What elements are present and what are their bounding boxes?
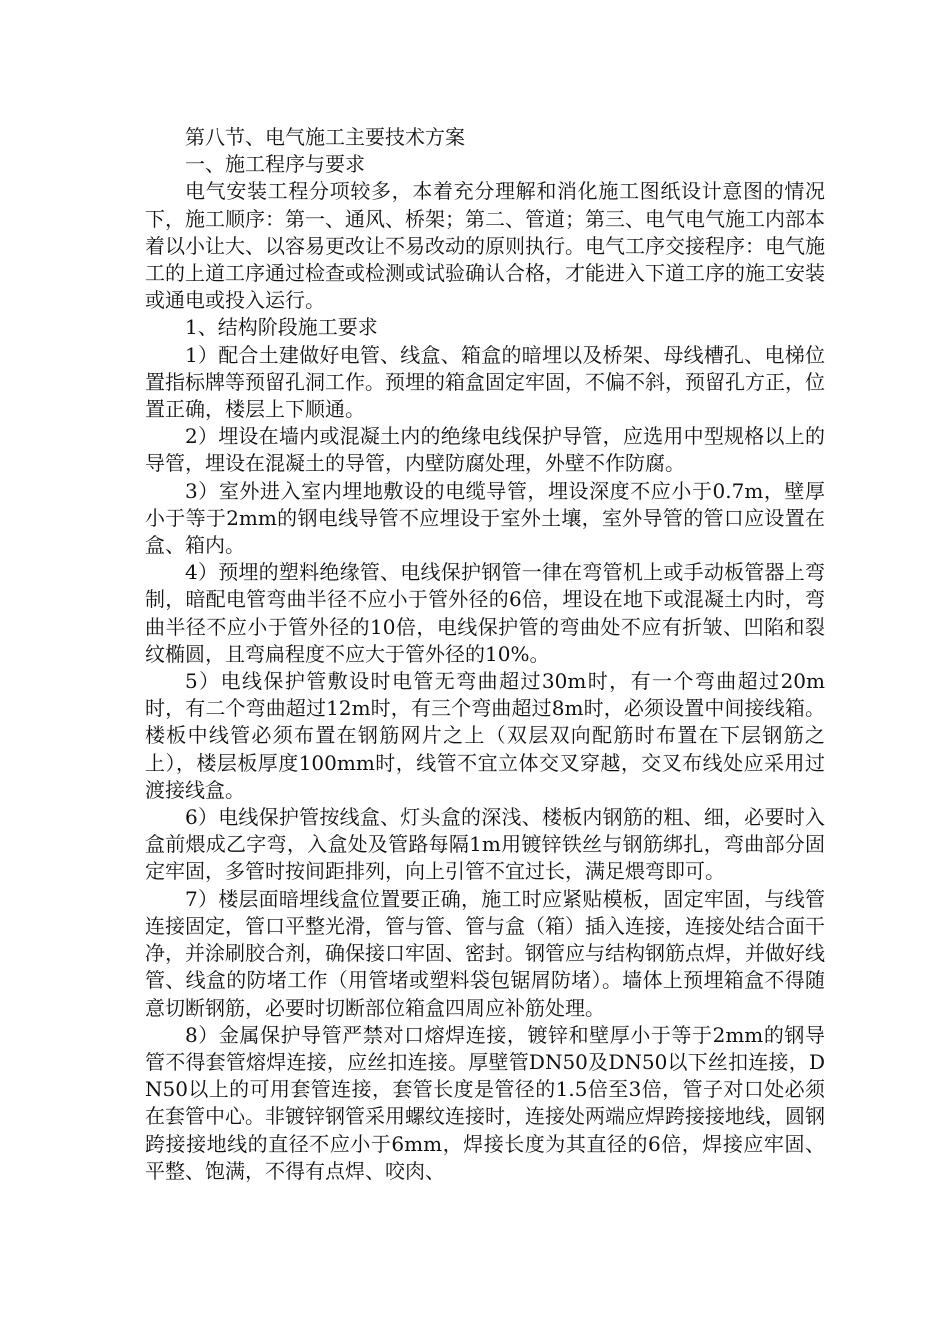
requirement-item-5: 5）电线保护管敷设时电管无弯曲超过30m时，有一个弯曲超过20m时，有二个弯曲超过12m时，有三个弯曲超过8m时，必须设置中间接线箱。楼板中线管必须布置在钢筋网片之上（双层双向配筋时布置在下层钢筋之上），楼层板厚度100mm时，线管不宜立体交叉穿越，交叉布线处应采用过渡接线盒。: [145, 669, 825, 802]
section-title: 第八节、电气施工主要技术方案: [185, 125, 465, 149]
structure-stage-heading: 1、结构阶段施工要求: [185, 315, 378, 340]
requirement-item-4: 4）预埋的塑料绝缘管、电线保护钢管一律在弯管机上或手动板管器上弯制，暗配电管弯曲半径不应小于管外径的6倍，埋设在地下或混凝土内时，弯曲半径不应小于管外径的10倍，电线保护管的弯曲处不应有折皱、凹陷和裂纹椭圆，且弯扁程度不应大于管外径的10%。: [145, 560, 825, 666]
intro-paragraph: 电气安装工程分项较多，本着充分理解和消化施工图纸设计意图的情况下，施工顺序：第一、通风、桥架；第二、管道；第三、电气电气施工内部本着以小让大、以容易更改让不易改动的原则执行。电气工序交接程序：电气施工的上道工序通过检查或检测或试验确认合格，才能进入下道工序的施工安装或通电或投入运行。: [145, 179, 825, 313]
requirement-item-6: 6）电线保护管按线盒、灯头盒的深浅、楼板内钢筋的粗、细，必要时入盒前煨成乙字弯，入盒处及管路每隔1m用镀锌铁丝与钢筋绑扎，弯曲部分固定牢固，多管时按间距排列，向上引管不宜过长，满足煨弯即可。: [145, 805, 825, 884]
requirement-item-8: 8）金属保护导管严禁对口熔焊连接，镀锌和壁厚小于等于2mm的钢导管不得套管熔焊连接，应丝扣连接。厚壁管DN50及DN50以下丝扣连接，DN50以上的可用套管连接，套管长度是管径的1.5倍至3倍，管子对口处必须在套管中心。非镀锌钢管采用螺纹连接时，连接处两端应焊跨接接地线，圆钢跨接接地线的直径不应小于6mm，焊接长度为其直径的6倍，焊接应牢固、平整、饱满，不得有点焊、咬肉、: [145, 1022, 825, 1183]
requirement-item-2: 2）埋设在墙内或混凝土内的绝缘电线保护导管，应选用中型规格以上的导管，埋设在混凝土的导管，内壁防腐处理，外壁不作防腐。: [145, 424, 825, 476]
requirement-item-3: 3）室外进入室内埋地敷设的电缆导管，埋设深度不应小于0.7m，壁厚小于等于2mm的钢电线导管不应埋设于室外土壤，室外导管的管口应设置在盒、箱内。: [145, 478, 825, 558]
requirement-item-7: 7）楼层面暗埋线盒位置要正确，施工时应紧贴模板，固定牢固，与线管连接固定，管口平整光滑，管与管、管与盒（箱）插入连接，连接处结合面干净，并涂刷胶合剂，确保接口牢固、密封。钢管应与结构钢筋点焊，并做好线管、线盒的防堵工作（用管堵或塑料袋包锯屑防堵）。墙体上预埋箱盒不得随意切断钢筋，必要时切断部位箱盒四周应补筋处理。: [145, 886, 825, 1020]
subsection-heading: 一、施工程序与要求: [185, 152, 365, 177]
requirement-item-1: 1）配合土建做好电管、线盒、箱盒的暗埋以及桥架、母线槽孔、电梯位置指标牌等预留孔洞工作。预埋的箱盒固定牢固，不偏不斜，预留孔方正，位置正确，楼层上下顺通。: [145, 342, 825, 422]
document-body: [145, 124, 825, 1185]
